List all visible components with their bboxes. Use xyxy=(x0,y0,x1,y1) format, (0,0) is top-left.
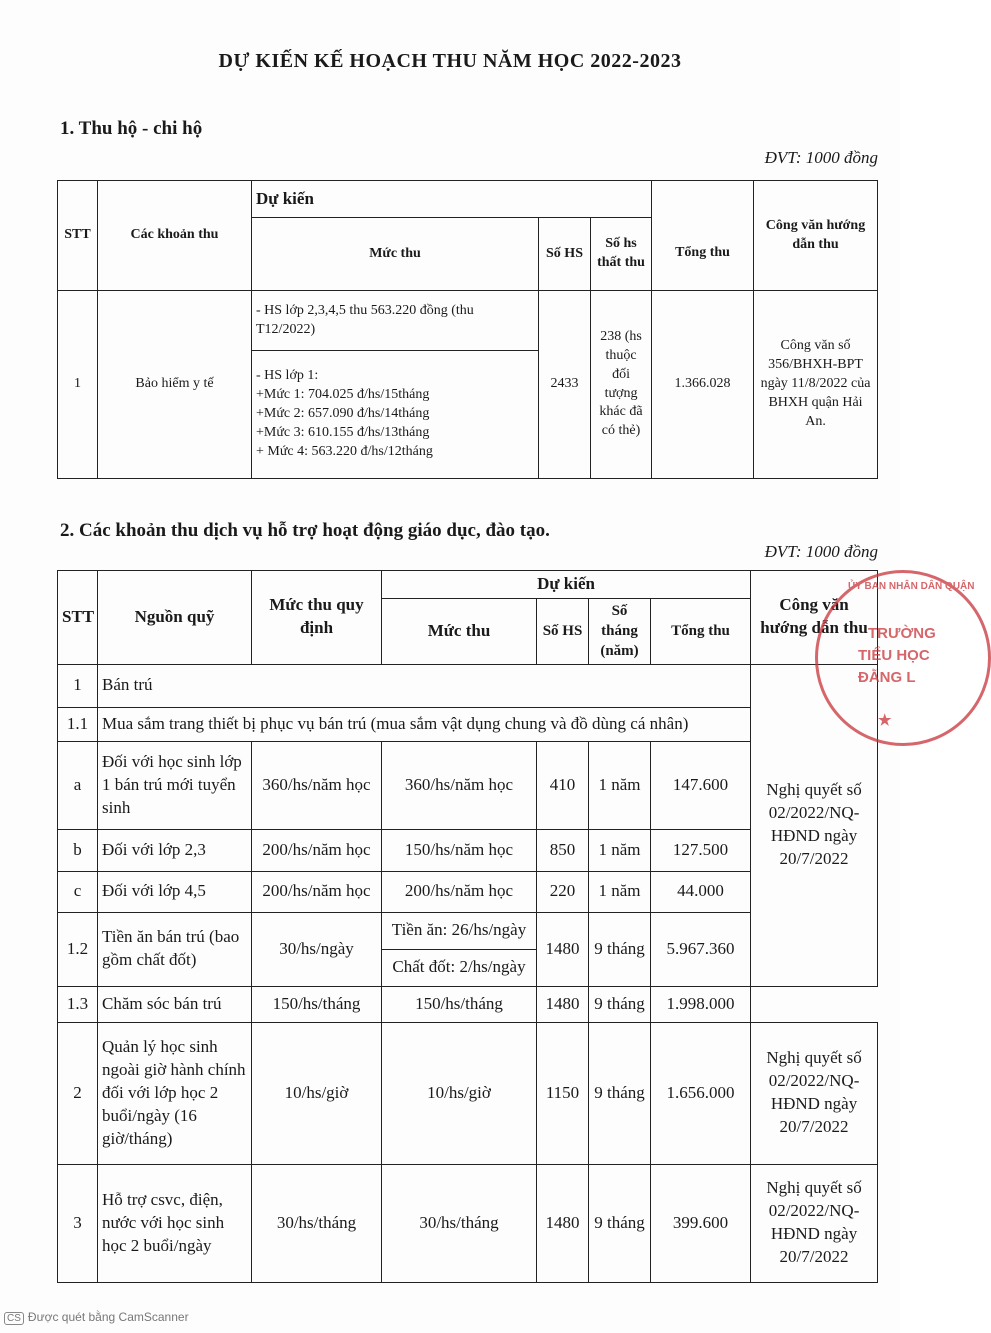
row-muc-thu: 150/hs/năm học xyxy=(382,829,537,871)
row-quy-dinh: 200/hs/năm học xyxy=(252,871,382,912)
row-muc-thu: 10/hs/giờ xyxy=(382,1022,537,1164)
row-so-hs: 1150 xyxy=(537,1022,589,1164)
services-table xyxy=(57,570,878,1283)
row-cong-van: Công văn số 356/BHXH-BPT ngày 11/8/2022 của BHXH quận Hải An. xyxy=(754,291,878,479)
header-tong-thu: Tổng thu xyxy=(652,218,754,291)
row-name: Mua sắm trang thiết bị phục vụ bán trú (mua sắm vật dụng chung và đồ dùng cá nhân) xyxy=(98,707,751,741)
row-muc-thu: 360/hs/năm học xyxy=(382,741,537,829)
row-quy-dinh: 30/hs/ngày xyxy=(252,912,382,986)
header-stt: STT xyxy=(58,571,98,665)
row-so-hs: 850 xyxy=(537,829,589,871)
table-row xyxy=(58,1022,878,1164)
table-row xyxy=(58,986,878,1022)
header-quy-dinh: Mức thu quy định xyxy=(252,571,382,665)
row-so-thang: 9 tháng xyxy=(589,912,651,986)
row-cong-van: Nghị quyết số 02/2022/NQ-HĐND ngày 20/7/2022 xyxy=(751,1022,878,1164)
table-row xyxy=(58,1164,878,1282)
row-name: Tiền ăn bán trú (bao gồm chất đốt) xyxy=(98,912,252,986)
row-so-hs: 220 xyxy=(537,871,589,912)
muc-thu-line: - HS lớp 1: xyxy=(256,368,319,384)
document-title: DỰ KIẾN KẾ HOẠCH THU NĂM HỌC 2022-2023 xyxy=(218,50,682,72)
row-so-hs: 1480 xyxy=(537,986,589,1022)
row-cong-van: Nghị quyết số 02/2022/NQ-HĐND ngày 20/7/2022 xyxy=(751,1164,878,1282)
row-tong-thu: 1.998.000 xyxy=(651,986,751,1022)
row-muc-thu-b: Chất đốt: 2/hs/ngày xyxy=(382,949,537,986)
row-so-thang: 9 tháng xyxy=(589,1164,651,1282)
row-tong-thu: 1.656.000 xyxy=(651,1022,751,1164)
row-name: Hỗ trợ csvc, điện, nước với học sinh học 2 buổi/ngày xyxy=(98,1164,252,1282)
row-tong-thu: 5.967.360 xyxy=(651,912,751,986)
row-quy-dinh: 360/hs/năm học xyxy=(252,741,382,829)
header-tong-thu: Tổng thu xyxy=(651,598,751,664)
header-cong-van: Công văn hướng dẫn thu xyxy=(751,571,878,665)
section2-heading: 2. Các khoản thu dịch vụ hỗ trợ hoạt động giáo dục, đào tạo. xyxy=(60,520,550,541)
row-so-hs: 1480 xyxy=(537,1164,589,1282)
row-muc-thu-a: Tiền ăn: 26/hs/ngày xyxy=(382,912,537,949)
row-so-hs: 410 xyxy=(537,741,589,829)
row-so-thang: 1 năm xyxy=(589,871,651,912)
section1-unit: ĐVT: 1000 đồng xyxy=(764,148,878,167)
row-name: Quản lý học sinh ngoài giờ hành chính đối với lớp học 2 buổi/ngày (16 giờ/tháng) xyxy=(98,1022,252,1164)
row-stt: 3 xyxy=(58,1164,98,1282)
row-stt: 1.3 xyxy=(58,986,98,1022)
insurance-table xyxy=(57,180,878,479)
row-so-thang: 9 tháng xyxy=(589,1022,651,1164)
row-name: Chăm sóc bán trú xyxy=(98,986,252,1022)
row-so-hs: 1480 xyxy=(537,912,589,986)
muc-thu-line: +Mức 2: 657.090 đ/hs/14tháng xyxy=(256,406,430,422)
row-tong-thu: 147.600 xyxy=(651,741,751,829)
stamp-text: ỦY BAN NHÂN DÂN QUẬN xyxy=(848,581,975,592)
row-quy-dinh: 150/hs/tháng xyxy=(252,986,382,1022)
stamp-text: ĐẰNG L xyxy=(858,669,916,686)
row-tong-thu: 44.000 xyxy=(651,871,751,912)
row-quy-dinh: 200/hs/năm học xyxy=(252,829,382,871)
header-that-thu: Số hs thất thu xyxy=(591,218,652,291)
row-stt: 1.1 xyxy=(58,707,98,741)
header-so-hs: Số HS xyxy=(539,218,591,291)
row-tong-thu: 1.366.028 xyxy=(652,291,754,479)
header-so-hs: Số HS xyxy=(537,598,589,664)
header-stt: STT xyxy=(58,181,98,291)
row-so-hs: 2433 xyxy=(539,291,591,479)
row-item: Bảo hiểm y tế xyxy=(98,291,252,479)
row-that-thu: 238 (hs thuộc đối tượng khác đã có thẻ) xyxy=(591,291,652,479)
star-icon: ★ xyxy=(878,712,892,729)
stamp-text: TRƯỜNG xyxy=(868,625,936,642)
row-stt: b xyxy=(58,829,98,871)
muc-thu-line: +Mức 3: 610.155 đ/hs/13tháng xyxy=(256,424,430,440)
row-cong-van: Nghị quyết số 02/2022/NQ-HĐND ngày 20/7/2022 xyxy=(751,664,878,986)
row-name: Đối với lớp 4,5 xyxy=(98,871,252,912)
row-quy-dinh: 30/hs/tháng xyxy=(252,1164,382,1282)
section2-unit: ĐVT: 1000 đồng xyxy=(764,542,878,561)
row-stt: a xyxy=(58,741,98,829)
row-name: Bán trú xyxy=(98,664,751,707)
muc-thu-line: +Mức 1: 704.025 đ/hs/15tháng xyxy=(256,387,430,403)
row-muc-thu: 30/hs/tháng xyxy=(382,1164,537,1282)
row-tong-thu: 399.600 xyxy=(651,1164,751,1282)
muc-thu-line: + Mức 4: 563.220 đ/hs/12tháng xyxy=(256,443,433,459)
row-so-thang: 1 năm xyxy=(589,741,651,829)
row-stt: 2 xyxy=(58,1022,98,1164)
row-tong-thu: 127.500 xyxy=(651,829,751,871)
scanner-watermark xyxy=(4,1310,189,1325)
header-cong-van: Công văn hướng dẫn thu xyxy=(754,181,878,291)
header-muc-thu: Mức thu xyxy=(252,218,539,291)
row-stt: c xyxy=(58,871,98,912)
row-stt: 1.2 xyxy=(58,912,98,986)
row-stt: 1 xyxy=(58,664,98,707)
header-du-kien: Dự kiến xyxy=(382,571,751,599)
row-name: Đối với lớp 2,3 xyxy=(98,829,252,871)
row-muc-thu: 200/hs/năm học xyxy=(382,871,537,912)
row-so-thang: 1 năm xyxy=(589,829,651,871)
header-item: Các khoản thu xyxy=(98,181,252,291)
header-muc-thu: Mức thu xyxy=(382,598,537,664)
row-so-thang: 9 tháng xyxy=(589,986,651,1022)
row-stt: 1 xyxy=(58,291,98,479)
row-muc-thu: 150/hs/tháng xyxy=(382,986,537,1022)
row-muc-thu-a: - HS lớp 2,3,4,5 thu 563.220 đồng (thu T12/2022) xyxy=(252,291,539,351)
camscanner-logo-icon: CS xyxy=(4,1312,24,1325)
row-name: Đối với học sinh lớp 1 bán trú mới tuyển sinh xyxy=(98,741,252,829)
stamp-text: TIỂU HỌC xyxy=(858,647,930,664)
header-nguon: Nguồn quỹ xyxy=(98,571,252,665)
row-quy-dinh: 10/hs/giờ xyxy=(252,1022,382,1164)
watermark-text: Được quét bằng CamScanner xyxy=(27,1310,189,1324)
header-du-kien: Dự kiến xyxy=(252,181,652,218)
official-stamp xyxy=(815,570,991,746)
header-so-thang: Số tháng (năm) xyxy=(589,598,651,664)
row-muc-thu-b xyxy=(252,351,539,479)
section1-heading: 1. Thu hộ - chi hộ xyxy=(60,118,203,139)
